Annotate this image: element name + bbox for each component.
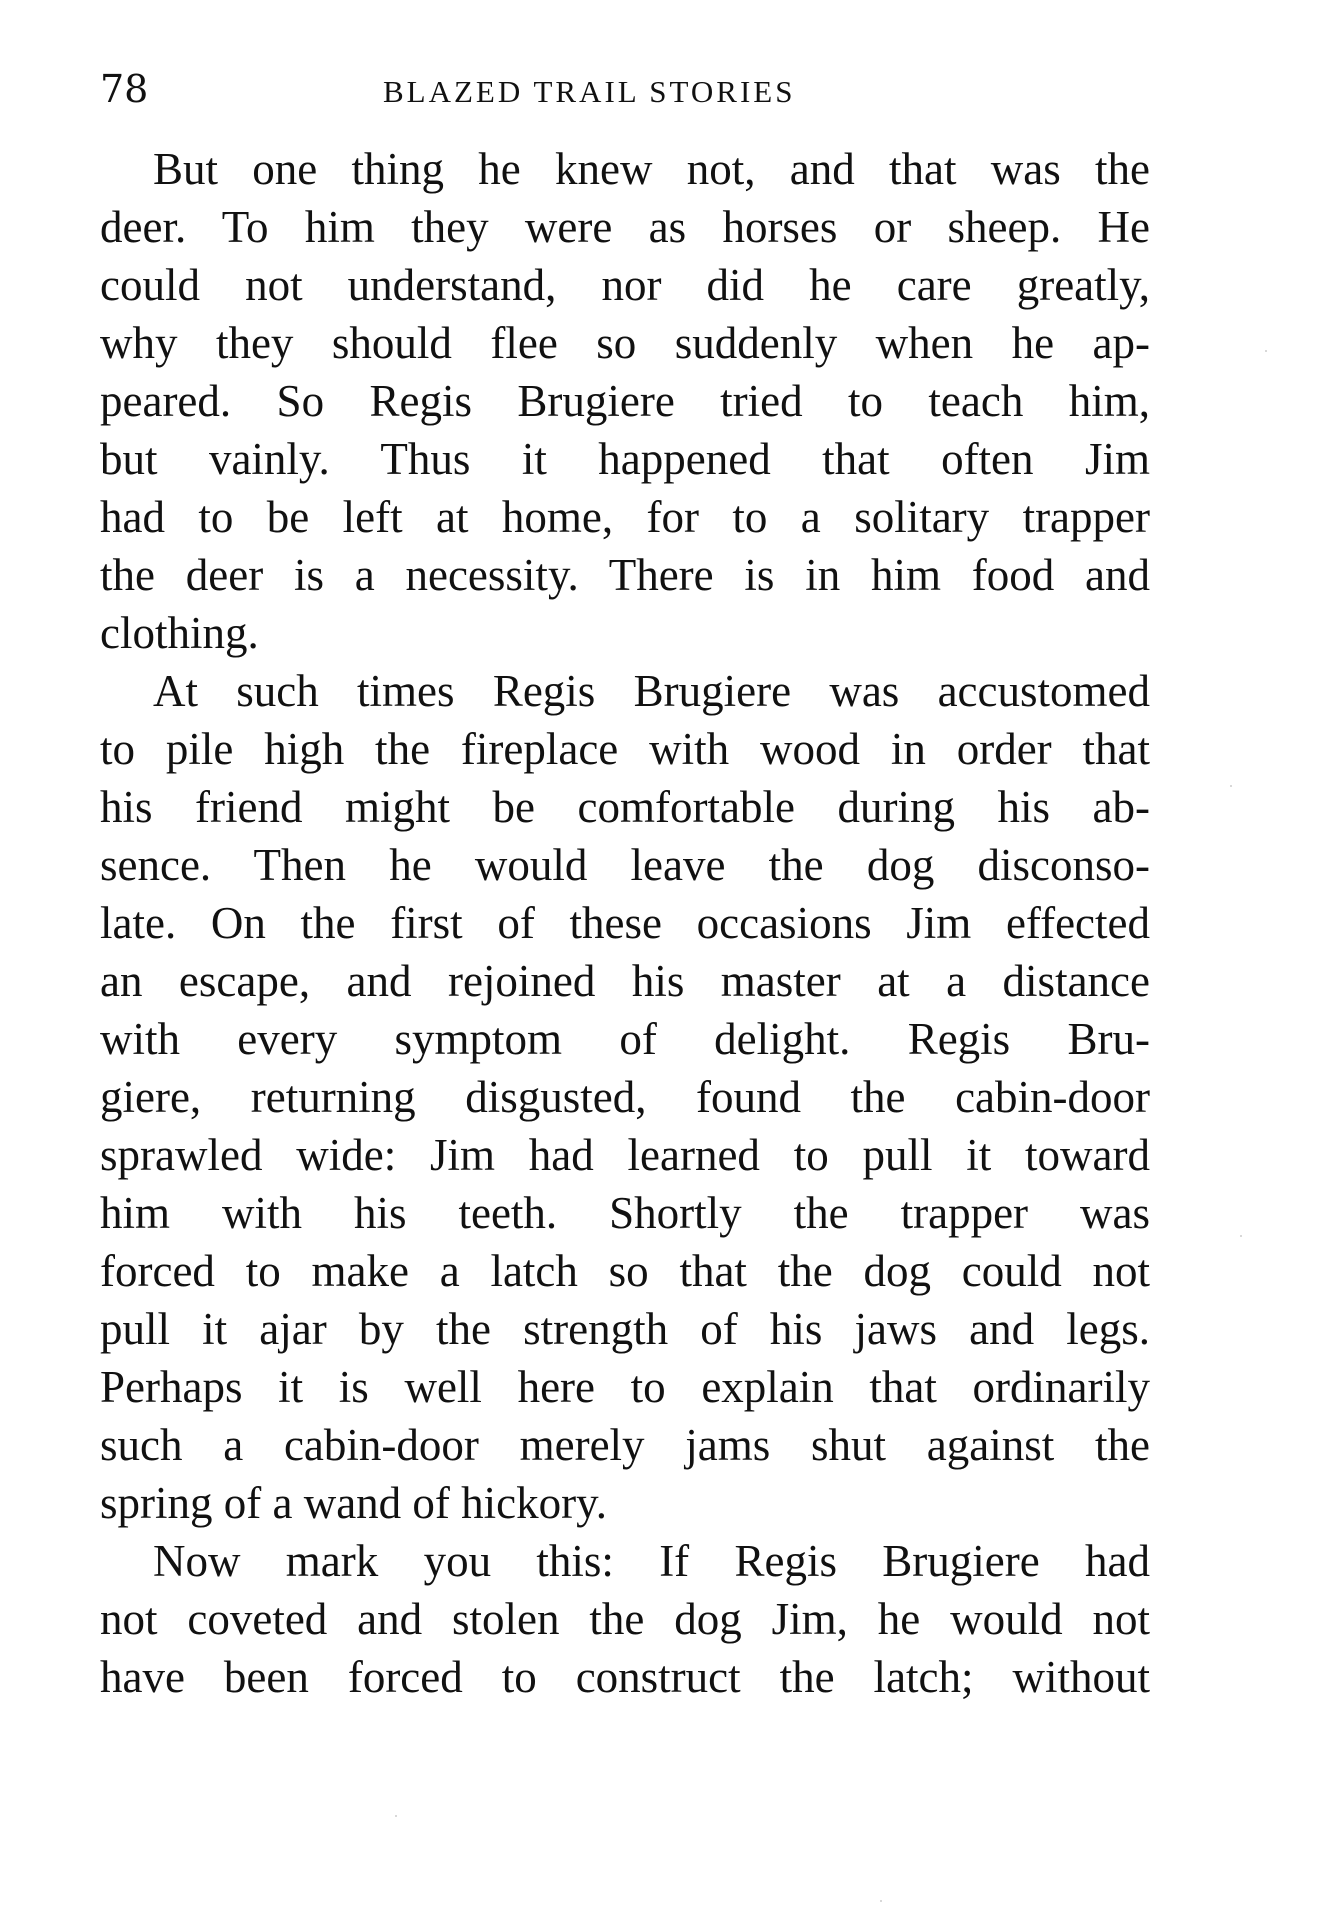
text-line: sence. Then he would leave the dog disconso- [100, 840, 1150, 890]
text-line: Perhaps it is well here to explain that ordinarily [100, 1362, 1150, 1412]
text-line: why they should flee so suddenly when he ap- [100, 318, 1150, 368]
paragraph-3 [100, 1532, 1150, 1706]
text-line: forced to make a latch so that the dog could not [100, 1246, 1150, 1296]
body-text [100, 140, 1150, 1706]
paper-speck [395, 1815, 397, 1817]
running-head [100, 66, 1150, 116]
text-line: But one thing he knew not, and that was the [153, 144, 1150, 194]
text-line: not coveted and stolen the dog Jim, he would not [100, 1594, 1150, 1644]
text-line: pull it ajar by the strength of his jaws and legs. [100, 1304, 1150, 1354]
text-line: the deer is a necessity. There is in him food and [100, 550, 1150, 600]
text-line: to pile high the fireplace with wood in order that [100, 724, 1150, 774]
paragraph-1 [100, 140, 1150, 662]
text-line: an escape, and rejoined his master at a distance [100, 956, 1150, 1006]
text-line: with every symptom of delight. Regis Bru- [100, 1014, 1150, 1064]
text-line: such a cabin-door merely jams shut against the [100, 1420, 1150, 1470]
paper-speck [1240, 1235, 1242, 1237]
text-line: late. On the first of these occasions Jim effected [100, 898, 1150, 948]
text-line: peared. So Regis Brugiere tried to teach him, [100, 376, 1150, 426]
text-line: have been forced to construct the latch; without [100, 1652, 1150, 1702]
page-number: 78 [100, 67, 149, 111]
text-line: but vainly. Thus it happened that often Jim [100, 434, 1150, 484]
text-line: had to be left at home, for to a solitary trapper [100, 492, 1150, 542]
text-line: deer. To him they were as horses or sheep. He [100, 202, 1150, 252]
text-line: sprawled wide: Jim had learned to pull it toward [100, 1130, 1150, 1180]
text-line: Now mark you this: If Regis Brugiere had [153, 1536, 1150, 1586]
paragraph-2 [100, 662, 1150, 1532]
text-line: could not understand, nor did he care greatly, [100, 260, 1150, 310]
book-title: BLAZED TRAIL STORIES [383, 74, 796, 109]
text-line: him with his teeth. Shortly the trapper was [100, 1188, 1150, 1238]
paper-speck [880, 1900, 882, 1902]
text-line: giere, returning disgusted, found the cabin-door [100, 1072, 1150, 1122]
paper-speck [1230, 785, 1232, 787]
text-line: his friend might be comfortable during his ab- [100, 782, 1150, 832]
text-line: At such times Regis Brugiere was accustomed [153, 666, 1150, 716]
paper-speck [1265, 350, 1267, 352]
text-line: clothing. [100, 608, 259, 658]
text-line: spring of a wand of hickory. [100, 1478, 607, 1528]
